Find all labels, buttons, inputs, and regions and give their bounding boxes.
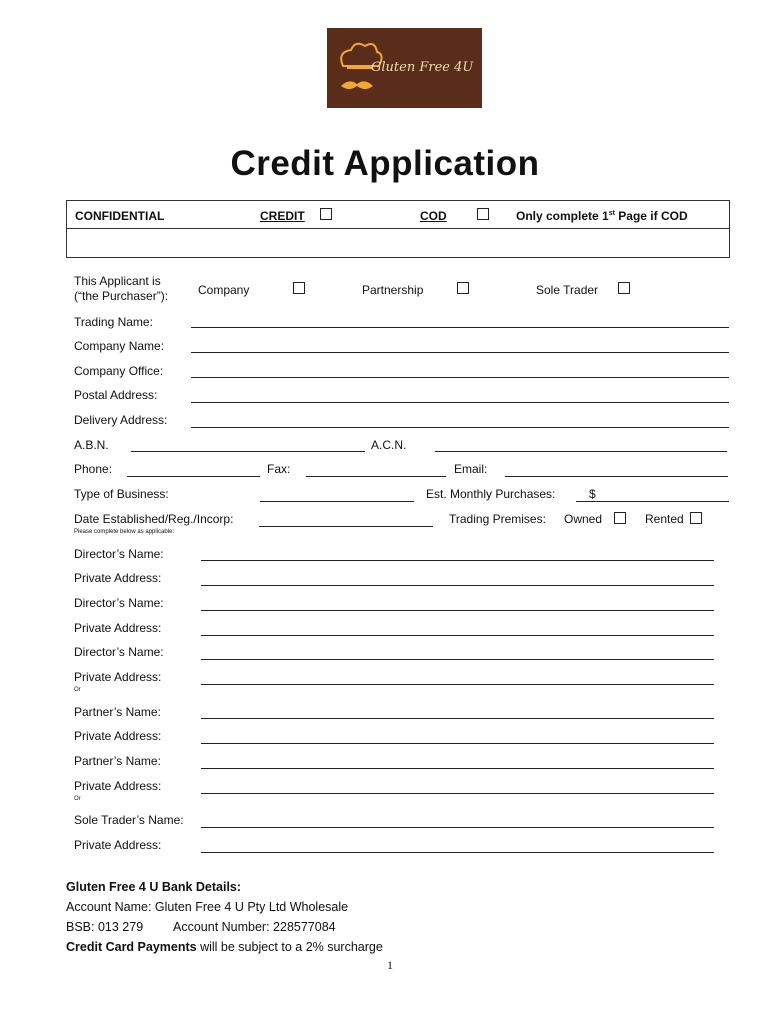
partner-1-address-field[interactable] <box>201 743 714 744</box>
delivery-address-field[interactable] <box>191 427 729 428</box>
postal-address-field[interactable] <box>191 402 729 403</box>
option-company-label: Company <box>198 283 250 297</box>
owned-checkbox[interactable] <box>614 512 626 524</box>
company-logo <box>327 28 482 108</box>
partner-2-address-field[interactable] <box>201 793 714 794</box>
cod-label: COD <box>420 209 447 223</box>
phone-label: Phone: <box>74 462 113 476</box>
acn-label: A.C.N. <box>371 438 407 452</box>
abn-label: A.B.N. <box>74 438 109 452</box>
est-monthly-field[interactable] <box>576 501 729 502</box>
trading-name-label: Trading Name: <box>74 315 153 329</box>
sole-trader-name-label: Sole Trader’s Name: <box>74 813 184 827</box>
type-of-business-field[interactable] <box>260 501 414 502</box>
director-2-address-label: Private Address: <box>74 621 162 635</box>
option-partnership-label: Partnership <box>362 283 424 297</box>
company-office-field[interactable] <box>191 377 729 378</box>
delivery-address-label: Delivery Address: <box>74 413 168 427</box>
rented-checkbox[interactable] <box>690 512 702 524</box>
credit-label: CREDIT <box>260 209 305 223</box>
est-monthly-label: Est. Monthly Purchases: <box>426 487 556 501</box>
bank-details-heading: Gluten Free 4 U Bank Details: <box>66 880 242 894</box>
postal-address-label: Postal Address: <box>74 388 158 402</box>
sole-trader-address-label: Private Address: <box>74 838 162 852</box>
credit-card-note: Credit Card Payments will be subject to a 2% surcharge <box>66 940 383 954</box>
director-1-address-label: Private Address: <box>74 571 162 585</box>
option-partnership-checkbox[interactable] <box>457 282 469 294</box>
trading-name-field[interactable] <box>191 327 729 328</box>
director-2-name-label: Director’s Name: <box>74 596 164 610</box>
partner-2-name-field[interactable] <box>201 768 714 769</box>
company-name-field[interactable] <box>191 352 729 353</box>
applicant-label-line1: This Applicant is <box>74 274 161 288</box>
director-1-address-field[interactable] <box>201 585 714 586</box>
logo-wordmark: Gluten Free 4U <box>371 60 474 75</box>
email-field[interactable] <box>505 476 728 477</box>
director-3-address-field[interactable] <box>201 684 714 685</box>
sole-trader-name-field[interactable] <box>201 827 714 828</box>
director-1-name-label: Director’s Name: <box>74 547 164 561</box>
director-2-address-field[interactable] <box>201 635 714 636</box>
bank-account-number: Account Number: 228577084 <box>173 920 336 934</box>
company-name-label: Company Name: <box>74 339 165 353</box>
bank-bsb: BSB: 013 279 <box>66 920 144 934</box>
director-3-name-field[interactable] <box>201 659 714 660</box>
partner-2-address-label: Private Address: <box>74 779 162 793</box>
confidential-label: CONFIDENTIAL <box>75 209 165 223</box>
page-number: 1 <box>387 958 393 972</box>
cod-note: Only complete 1st Page if COD <box>516 209 688 223</box>
date-established-label: Date Established/Reg./Incorp: <box>74 512 234 526</box>
or-note-2: Or <box>74 796 81 802</box>
sole-trader-address-field[interactable] <box>201 852 714 853</box>
partner-1-name-field[interactable] <box>201 718 714 719</box>
bank-account-name: Account Name: Gluten Free 4 U Pty Ltd Wholesale <box>66 900 349 914</box>
abn-field[interactable] <box>131 451 365 452</box>
phone-field[interactable] <box>127 476 260 477</box>
confidential-entry-field[interactable] <box>68 231 728 256</box>
type-of-business-label: Type of Business: <box>74 487 169 501</box>
please-complete-note: Please complete below as applicable: <box>74 529 175 535</box>
confidential-divider <box>66 228 730 229</box>
dollar-sign: $ <box>589 487 596 501</box>
option-company-checkbox[interactable] <box>293 282 305 294</box>
company-office-label: Company Office: <box>74 364 164 378</box>
email-label: Email: <box>454 462 488 476</box>
option-sole-trader-label: Sole Trader <box>536 283 599 297</box>
acn-field[interactable] <box>435 451 727 452</box>
trading-premises-label: Trading Premises: <box>449 512 546 526</box>
or-note-1: Or <box>74 687 81 693</box>
fax-label: Fax: <box>267 462 291 476</box>
director-3-address-label: Private Address: <box>74 670 162 684</box>
partner-1-address-label: Private Address: <box>74 729 162 743</box>
owned-label: Owned <box>564 512 603 526</box>
fax-field[interactable] <box>306 476 446 477</box>
director-3-name-label: Director’s Name: <box>74 645 164 659</box>
credit-checkbox[interactable] <box>320 208 332 220</box>
applicant-label-line2: (“the Purchaser”): <box>74 289 169 303</box>
date-established-field[interactable] <box>259 526 433 527</box>
option-sole-trader-checkbox[interactable] <box>618 282 630 294</box>
rented-label: Rented <box>645 512 684 526</box>
director-1-name-field[interactable] <box>201 560 714 561</box>
director-2-name-field[interactable] <box>201 610 714 611</box>
partner-2-name-label: Partner’s Name: <box>74 754 161 768</box>
partner-1-name-label: Partner’s Name: <box>74 705 161 719</box>
page-title: Credit Application <box>230 144 540 183</box>
cod-checkbox[interactable] <box>477 208 489 220</box>
